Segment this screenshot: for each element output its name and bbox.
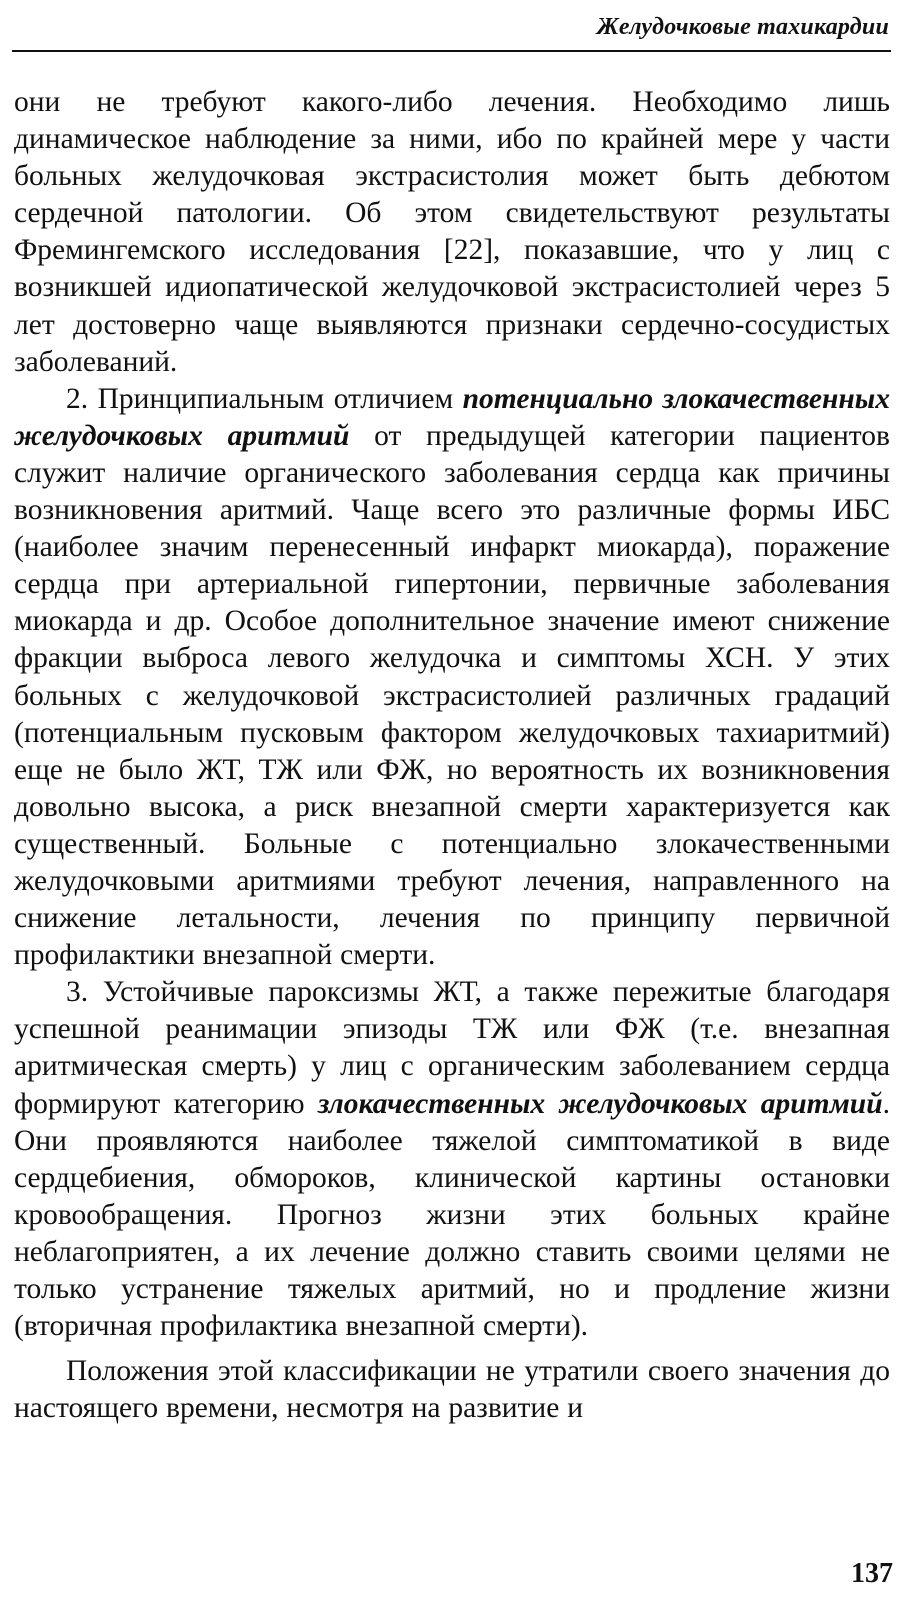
paragraph-continuation: они не требуют какого-либо лечения. Необходимо лишь динамическое наблюдение за ними, ибо по крайней мере у части больных желудочковая экстрасистолия может быть дебютом сердечной патологии. Об этом свидетельствуют результаты Фремингемского исследования [22], показавшие, что у лиц с возникшей идиопатической желудочковой экстрасистолией через 5 лет достоверно чаще выявляются признаки сердечно-сосудистых заболеваний. — [14, 86, 890, 378]
term-potentially-malignant-arrhythmias: потенциально злокачественных желудочковых аритмий — [14, 382, 890, 452]
paragraph-item-3 — [14, 974, 890, 1345]
paragraph-item-3-lead: 3. Устойчивые пароксизмы ЖТ, а также пережитые благодаря успешной реанимации эпизоды ТЖ или ФЖ (т.е. внезапная аритмическая смерть) у лиц с органическим заболеванием сердца формируют категорию — [14, 976, 890, 1120]
paragraph-item-3-rest: . Они проявляются наиболее тяжелой симптоматикой в виде сердцебиения, обмороков, клинической картины остановки кровообращения. Прогноз жизни этих больных крайне неблагоприятен, а их лечение должно ставить своими целями не только устранение тяжелых аритмий, но и продление жизни (вторичная профилактика внезапной смерти). — [14, 1087, 890, 1343]
running-header: Желудочковые тахикардии — [596, 14, 889, 40]
paragraph-closing: Положения этой классификации не утратили своего значения до настоящего времени, несмотря на развитие и — [14, 1355, 890, 1425]
paragraph-item-2-lead: 2. Принципиальным отличием — [66, 382, 463, 415]
page-number: 137 — [851, 1558, 893, 1589]
paragraph-item-2 — [14, 381, 890, 975]
body-text — [14, 84, 890, 1427]
paragraph-item-2-rest: от предыдущей категории пациентов служит наличие органического заболевания сердца как причины возникновения аритмий. Чаще всего это различные формы ИБС (наиболее значим перенесенный инфаркт миокарда), поражение сердца при артериальной гипертонии, первичные заболевания миокарда и др. Особое дополнительное значение имеют снижение фракции выброса левого желудочка и симптомы ХСН. У этих больных с желудочковой экстрасистолией различных градаций (потенциальным пусковым фактором желудочковых тахиаритмий) еще не было ЖТ, ТЖ или ФЖ, но вероятность их возникновения довольно высока, а риск внезапной смерти характеризуется как существенный. Больные с потенциально злокачественными желудочковыми аритмиями требуют лечения, направленного на снижение летальности, лечения по принципу первичной профилактики внезапной смерти. — [14, 419, 890, 972]
header-rule — [12, 50, 891, 52]
term-malignant-arrhythmias: злокачественных желудочковых аритмий — [317, 1087, 883, 1120]
